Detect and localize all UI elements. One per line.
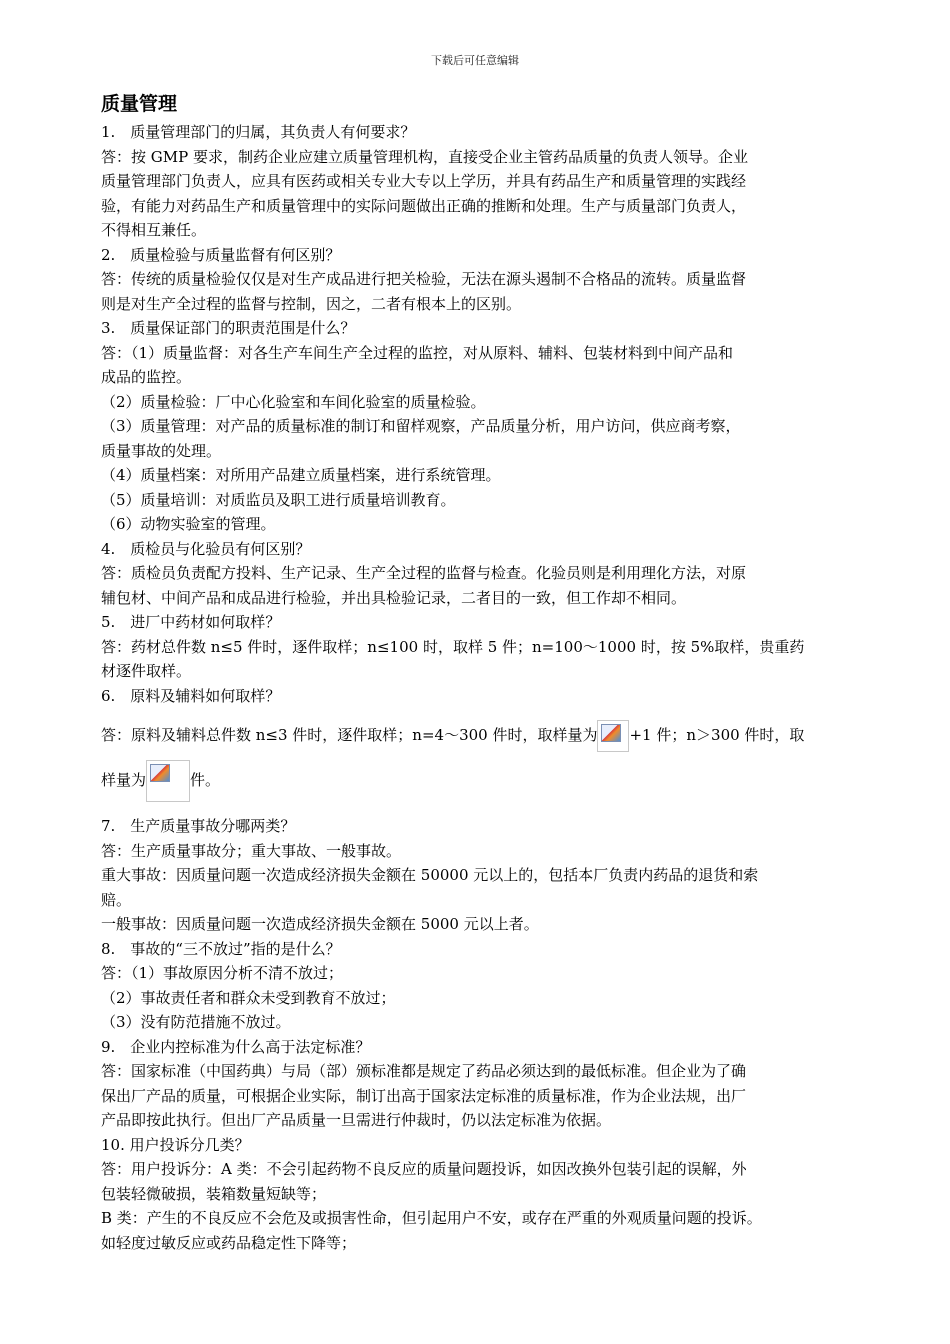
text-line: B 类：产生的不良反应不会危及或损害性命，但引起用户不安，或存在严重的外观质量问题的投诉。 — [101, 1209, 762, 1227]
text-line: （3）质量管理：对产品的质量标准的制订和留样观察，产品质量分析，用户访问，供应商考察， — [101, 417, 741, 435]
page-header: 下载后可任意编辑 — [431, 54, 519, 67]
text-line: 验，有能力对药品生产和质量管理中的实际问题做出正确的推断和处理。生产与质量部门负责人， — [101, 196, 747, 215]
text-line: 答：（1）质量监督：对各生产车间生产全过程的监控，对从原料、辅料、包装材料到中间产品和 — [101, 343, 734, 362]
text-line: （3）没有防范措施不放过。 — [101, 1013, 291, 1031]
q6-answer-text-4: 件。 — [190, 771, 221, 789]
q6-answer-text-1: 答：原料及辅料总件数 n≤3 件时，逐件取样；n=4～300 件时，取样量为 — [101, 726, 598, 744]
text-line: （5）质量培训：对质监员及职工进行质量培训教育。 — [101, 490, 456, 509]
text-line: 产品即按此执行。但出厂产品质量一旦需进行仲裁时，仍以法定标准为依据。 — [101, 1111, 612, 1129]
q6-answer-text-2: +1 件；n＞300 件时，取 — [629, 726, 805, 744]
text-line: （6）动物实验室的管理。 — [101, 515, 276, 533]
text-line: 材逐件取样。 — [101, 662, 192, 680]
q6-answer-line-1 — [101, 720, 871, 752]
text-line: 重大事故：因质量问题一次造成经济损失金额在 50000 元以上的，包括本厂负责内药品的退货和索 — [101, 866, 759, 884]
text-line: 答：传统的质量检验仅仅是对生产成品进行把关检验，无法在源头遏制不合格品的流转。质量监督 — [101, 270, 747, 288]
q6-answer-text-3: 样量为 — [101, 771, 147, 789]
text-line: （4）质量档案：对所用产品建立质量档案，进行系统管理。 — [101, 466, 501, 484]
text-line: 答：质检员负责配方投料、生产记录、生产全过程的监督与检查。化验员则是利用理化方法，对原 — [101, 564, 747, 582]
text-line: 质量事故的处理。 — [101, 441, 222, 460]
text-line: 6. 原料及辅料如何取样？ — [101, 686, 281, 705]
formula-image-icon — [597, 720, 629, 752]
document-body — [101, 88, 871, 1255]
text-line: 辅包材、中间产品和成品进行检验，并出具检验记录，二者目的一致，但工作却不相同。 — [101, 588, 687, 607]
text-line: 3. 质量保证部门的职责范围是什么？ — [101, 319, 356, 337]
text-line: 答：生产质量事故分；重大事故、一般事故。 — [101, 841, 402, 860]
text-line: 10. 用户投诉分几类？ — [101, 1135, 250, 1154]
document-title: 质量管理 — [101, 93, 178, 115]
text-line: 答：用户投诉分：A 类：不会引起药物不良反应的质量问题投诉，如因改换外包装引起的误解，外 — [101, 1160, 747, 1178]
text-line: 4. 质检员与化验员有何区别？ — [101, 539, 311, 558]
text-line: 包装轻微破损，装箱数量短缺等； — [101, 1184, 327, 1203]
text-line: 2. 质量检验与质量监督有何区别？ — [101, 245, 341, 264]
text-line: 赔。 — [101, 890, 132, 909]
text-line: 答：药材总件数 n≤5 件时，逐件取样；n≤100 时，取样 5 件；n=100～1000 时，按 5%取样，贵重药 — [101, 637, 805, 656]
text-line: 不得相互兼任。 — [101, 221, 207, 239]
qa-block-1 — [101, 120, 871, 708]
text-line: 则是对生产全过程的监督与控制，因之，二者有根本上的区别。 — [101, 294, 522, 313]
q6-answer-line-2 — [101, 760, 871, 802]
text-line: 9. 企业内控标准为什么高于法定标准？ — [101, 1037, 371, 1056]
text-line: 如轻度过敏反应或药品稳定性下降等； — [101, 1233, 357, 1252]
text-line: 答：按 GMP 要求，制药企业应建立质量管理机构，直接受企业主管药品质量的负责人领导。企业 — [101, 147, 748, 166]
text-line: 一般事故：因质量问题一次造成经济损失金额在 5000 元以上者。 — [101, 915, 539, 933]
text-line: 7. 生产质量事故分哪两类？ — [101, 817, 296, 835]
formula-image-icon — [146, 760, 190, 802]
text-line: 答：（1）事故原因分析不清不放过； — [101, 964, 344, 982]
text-line: 8. 事故的“三不放过”指的是什么？ — [101, 939, 341, 958]
text-line: （2）事故责任者和群众未受到教育不放过； — [101, 988, 396, 1007]
qa-block-2 — [101, 814, 871, 1255]
text-line: 5. 进厂中药材如何取样？ — [101, 613, 281, 631]
text-line: 1. 质量管理部门的归属，其负责人有何要求？ — [101, 123, 416, 141]
text-line: 成品的监控。 — [101, 368, 192, 386]
text-line: 答：国家标准（中国药典）与局（部）颁标准都是规定了药品必须达到的最低标准。但企业为了确 — [101, 1062, 747, 1080]
text-line: （2）质量检验：厂中心化验室和车间化验室的质量检验。 — [101, 392, 486, 411]
text-line: 保出厂产品的质量，可根据企业实际，制订出高于国家法定标准的质量标准，作为企业法规，出厂 — [101, 1086, 747, 1105]
text-line: 质量管理部门负责人，应具有医药或相关专业大专以上学历，并具有药品生产和质量管理的实践经 — [101, 172, 747, 190]
